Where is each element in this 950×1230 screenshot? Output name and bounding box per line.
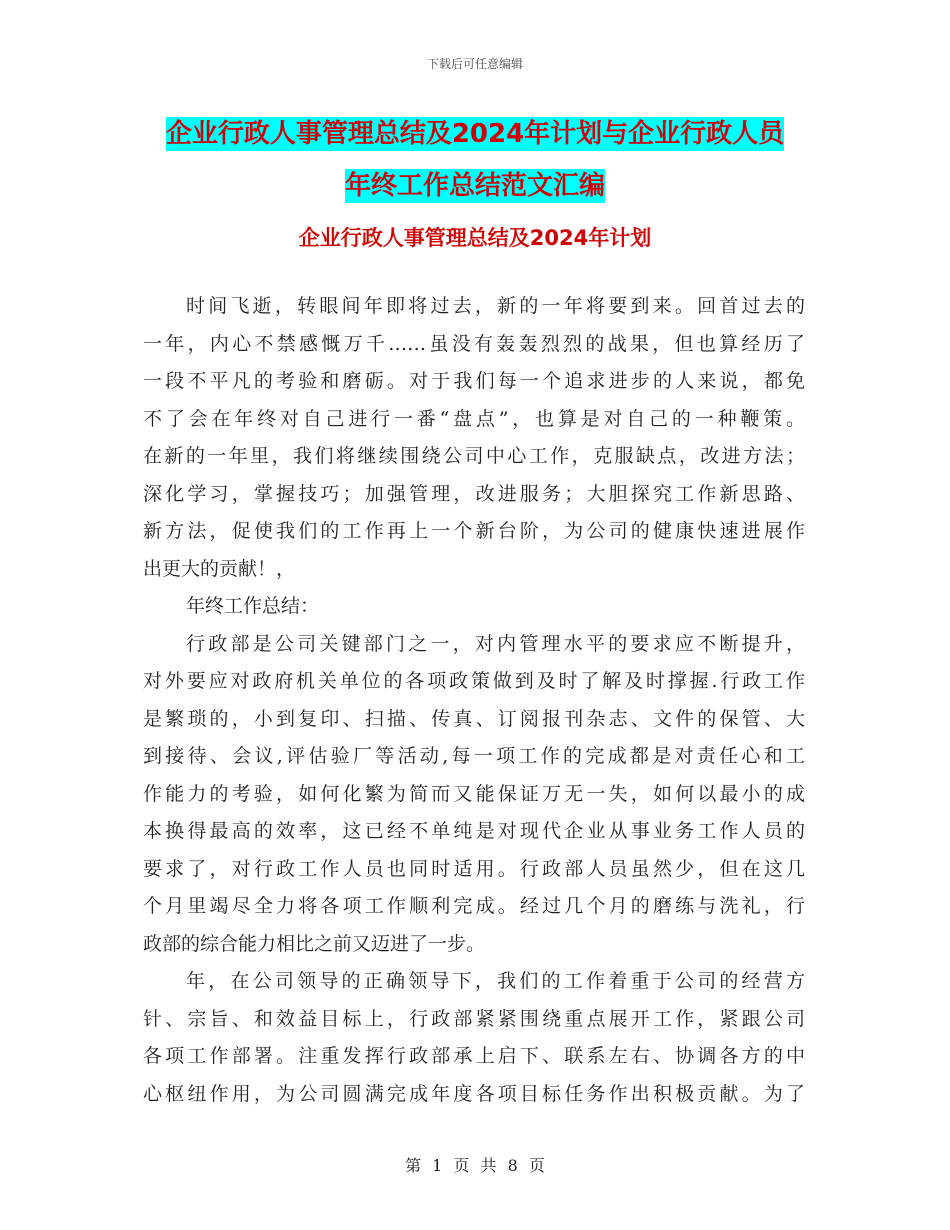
paragraph-line: 时间飞逝，转眼间年即将过去，新的一年将要到来。回首过去的 [186,295,805,317]
title-highlight: 年终工作总结范文汇编 [344,171,605,201]
section-title: 企业行政人事管理总结及2024年计划 [298,226,652,250]
page-footer: 第 1 页 共 8 页 [405,1156,545,1175]
paragraph-line: 出更大的贡献！， [143,557,296,580]
paragraph-line: 是繁琐的，小到复印、扫描、传真、订阅报刊杂志、文件的保管、大 [143,707,805,730]
document-title [0,108,950,212]
title-highlight: 企业行政人事管理总结及2024年计划与企业行政人员 [165,119,785,149]
paragraph-line: 深化学习，掌握技巧；加强管理，改进服务；大胆探究工作新思路、 [143,482,805,505]
paragraph-line: 心枢纽作用，为公司圆满完成年度各项目标任务作出积极贡献。为了 [143,1082,805,1105]
document-title-line-2 [0,160,950,212]
paragraph-line: 年终工作总结： [186,595,320,617]
paragraph-line: 对外要应对政府机关单位的各项政策做到及时了解及时撑握.行政工作 [143,670,805,692]
paragraph-line: 各项工作部署。注重发挥行政部承上启下、联系左右、协调各方的中 [143,1045,805,1067]
paragraph-line: 到接待、会议,评估验厂等活动,每一项工作的完成都是对责任心和工 [143,745,805,767]
paragraph-line: 年，在公司领导的正确领导下，我们的工作着重于公司的经营方 [186,970,805,992]
paragraph-line: 一年，内心不禁感慨万千……虽没有轰轰烈烈的战果，但也算经历了 [143,332,805,355]
paragraph-line: 一段不平凡的考验和磨砺。对于我们每一个追求进步的人来说，都免 [143,370,805,392]
paragraph-line: 行政部是公司关键部门之一，对内管理水平的要求应不断提升， [186,632,805,655]
document-title-line-1 [0,108,950,160]
paragraph-line: 在新的一年里，我们将继续围绕公司中心工作，克服缺点，改进方法； [143,445,805,467]
header-note: 下载后可任意编辑 [426,57,523,71]
paragraph-line: 不了会在年终对自己进行一番“盘点”，也算是对自己的一种鞭策。 [143,407,805,430]
paragraph-line: 新方法，促使我们的工作再上一个新台阶，为公司的健康快速进展作 [143,520,805,542]
paragraph-line: 个月里竭尽全力将各项工作顺利完成。经过几个月的磨练与洗礼，行 [143,895,805,917]
paragraph-line: 要求了，对行政工作人员也同时适用。行政部人员虽然少，但在这几 [143,857,805,880]
body-text [143,288,805,1113]
paragraph-line: 本换得最高的效率，这已经不单纯是对现代企业从事业务工作人员的 [143,820,805,842]
paragraph-line: 针、宗旨、和效益目标上，行政部紧紧围绕重点展开工作，紧跟公司 [143,1007,805,1030]
paragraph-line: 作能力的考验，如何化繁为简而又能保证万无一失，如何以最小的成 [143,782,805,805]
paragraph-line: 政部的综合能力相比之前又迈进了一步。 [143,932,486,955]
